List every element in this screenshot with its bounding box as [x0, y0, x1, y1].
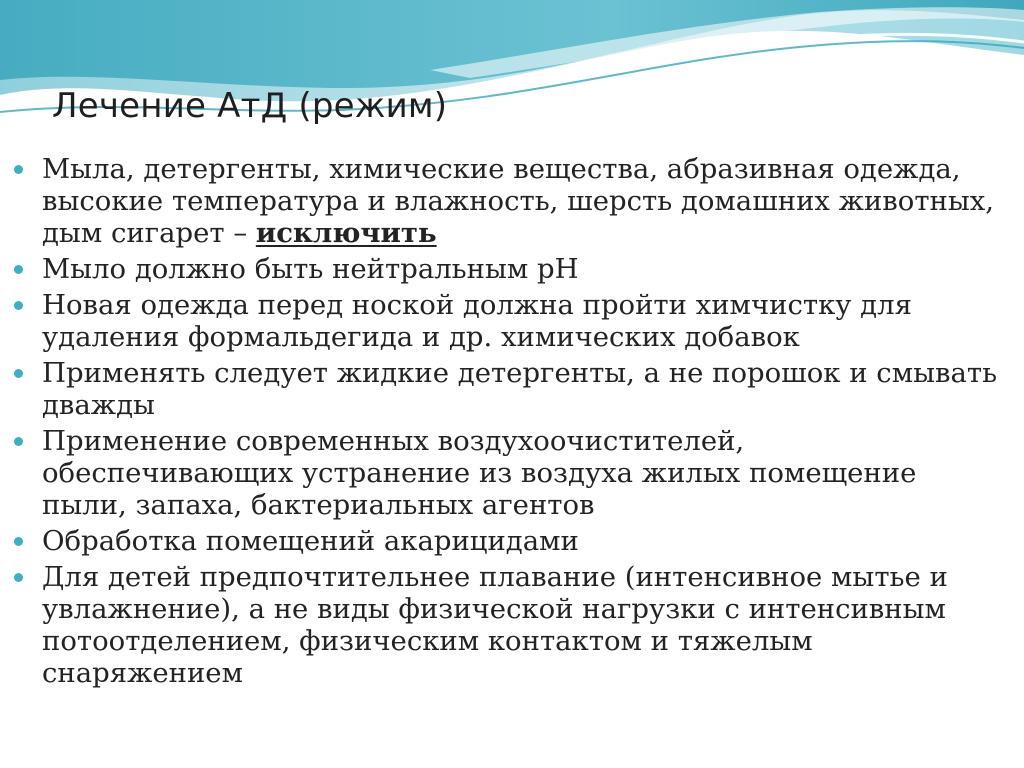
bullet-text: Обработка помещений акарицидами — [42, 525, 579, 557]
bullet-dot-icon — [14, 165, 23, 174]
bullet-text: Новая одежда перед ноской должна пройти химчистку для удаления формальдегида и др. химических добавок — [42, 289, 912, 353]
bullet-dot-icon — [14, 301, 23, 310]
bullet-item — [14, 561, 1004, 689]
bullet-text: Применять следует жидкие детергенты, а не порошок и смывать дважды — [42, 357, 998, 421]
bullet-dot-icon — [14, 265, 23, 274]
bullet-text: Применение современных воздухоочистителей, обеспечивающих устранение из воздуха жилых помещение пыли, запаха, бактериальных агентов — [42, 425, 917, 521]
bullet-dot-icon — [14, 437, 23, 446]
bullet-list — [14, 153, 1004, 693]
slide-title: Лечение АтД (режим) — [52, 86, 448, 126]
bullet-item — [14, 253, 1004, 285]
bullet-text: Мыла, детергенты, химические вещества, абразивная одежда, высокие температура и влажность, шерсть домашних животных, дым сигарет – — [42, 153, 995, 249]
bullet-item — [14, 525, 1004, 557]
bullet-text: Для детей предпочтительнее плавание (интенсивное мытье и увлажнение), а не виды физической нагрузки с интенсивным потоотделением, физическим контактом и тяжелым снаряжением — [42, 561, 948, 689]
bullet-text: Мыло должно быть нейтральным рН — [42, 253, 579, 285]
bullet-dot-icon — [14, 369, 23, 378]
bullet-item — [14, 357, 1004, 421]
bullet-emphasis-text: исключить — [255, 217, 437, 249]
bullet-dot-icon — [14, 537, 23, 546]
bullet-dot-icon — [14, 573, 23, 582]
bullet-item — [14, 289, 1004, 353]
bullet-item — [14, 153, 1004, 249]
bullet-item — [14, 425, 1004, 521]
